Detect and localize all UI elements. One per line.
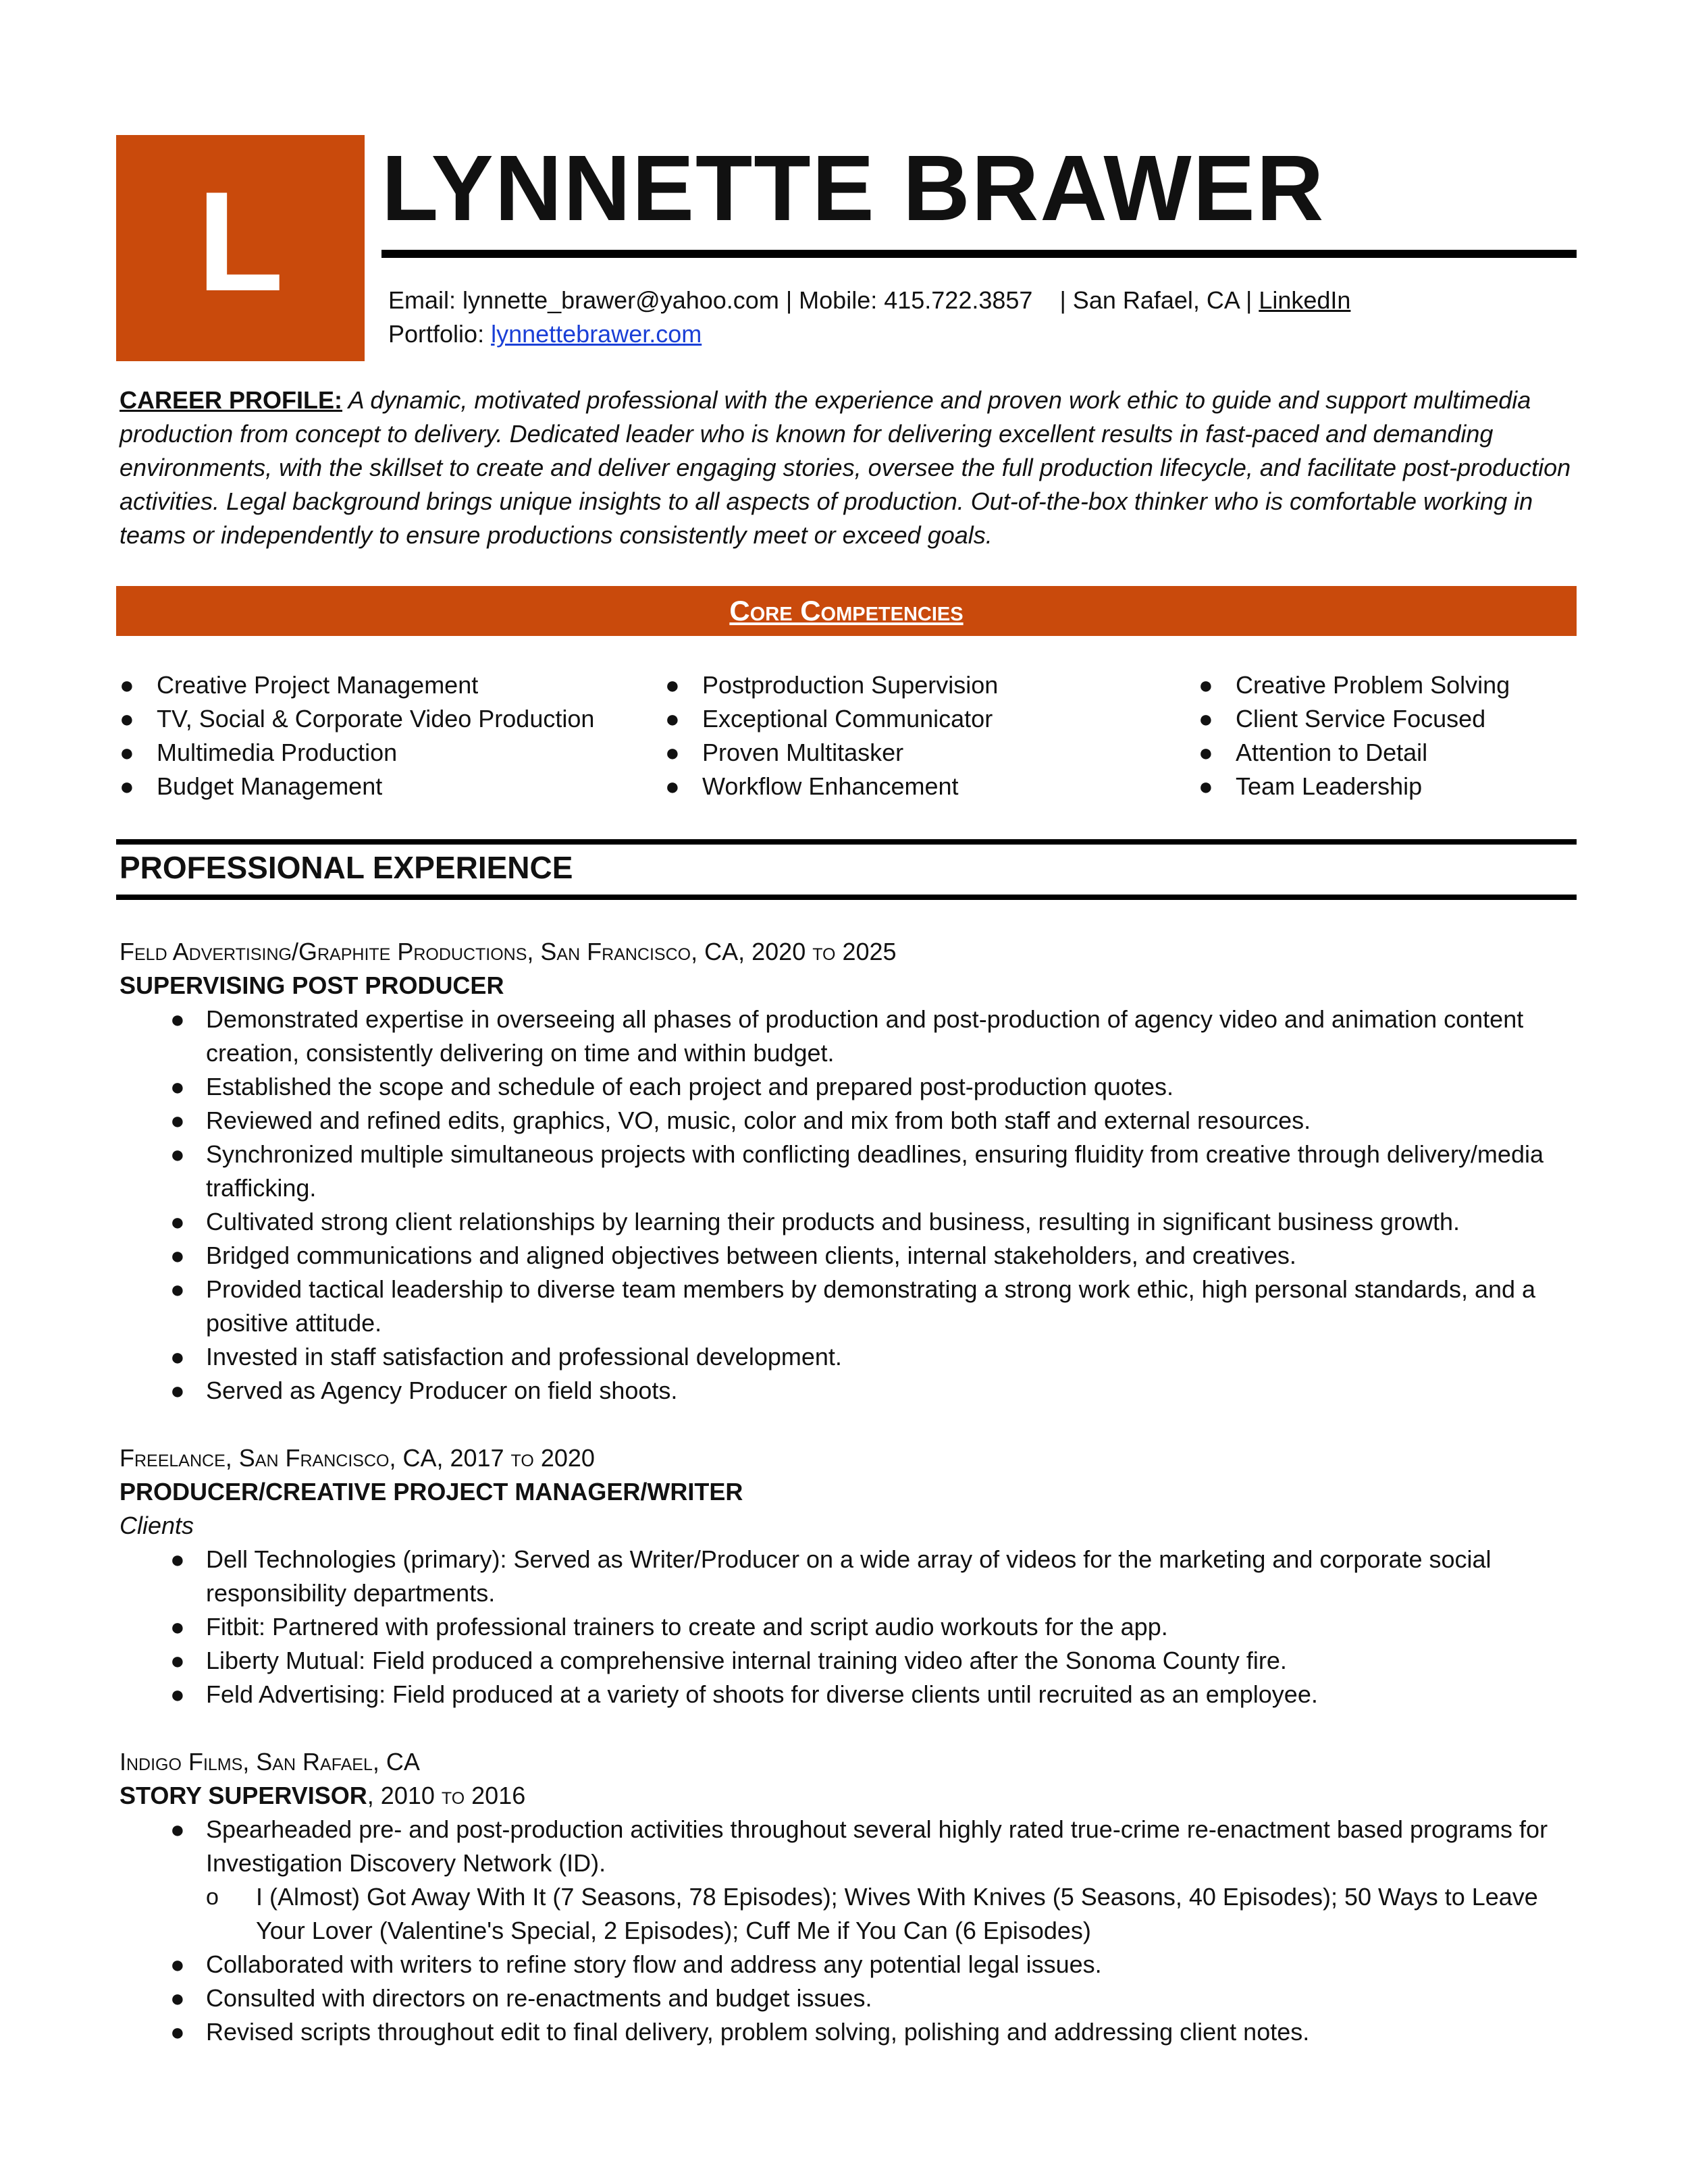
contact-line-1 bbox=[388, 284, 1350, 317]
bullet-icon: ● bbox=[170, 1275, 185, 1303]
bullet-icon: ● bbox=[170, 2018, 185, 2046]
job-bullets bbox=[120, 1543, 1585, 1711]
career-profile-label: CAREER PROFILE: bbox=[120, 386, 343, 414]
bullet-icon: ● bbox=[665, 739, 680, 766]
competency-item: ● Exceptional Communicator bbox=[665, 702, 998, 736]
bullet-icon: ● bbox=[170, 1613, 185, 1641]
competency-item: ● Attention to Detail bbox=[1198, 736, 1510, 770]
core-competencies-banner bbox=[116, 586, 1577, 636]
contact-line-2 bbox=[388, 317, 1350, 351]
job-entry-2 bbox=[120, 1441, 1585, 1711]
list-item: ● Established the scope and schedule of each project and prepared post-production quotes. bbox=[120, 1070, 1585, 1104]
list-item: ● Synchronized multiple simultaneous projects with conflicting deadlines, ensuring fluidity from creative through delivery/media trafficking. bbox=[120, 1138, 1585, 1205]
list-item: ● Liberty Mutual: Field produced a comprehensive internal training video after the Sonoma County fire. bbox=[120, 1644, 1585, 1678]
list-item: ● Served as Agency Producer on field shoots. bbox=[120, 1374, 1585, 1408]
competency-item: ● Team Leadership bbox=[1198, 770, 1510, 803]
list-item: ● Reviewed and refined edits, graphics, VO, music, color and mix from both staff and external resources. bbox=[120, 1104, 1585, 1138]
job-entry-1 bbox=[120, 935, 1585, 1408]
competency-item: ● Multimedia Production bbox=[120, 736, 594, 770]
job-entry-3 bbox=[120, 1745, 1585, 2049]
sub-list-item: o I (Almost) Got Away With It (7 Seasons, 78 Episodes); Wives With Knives (5 Seasons, 40 Episodes); 50 Ways to Leave Your Lover (Valentine's Special, 2 Episodes); Cuff Me if You Can (6 Episodes) bbox=[120, 1880, 1585, 1948]
portfolio-link[interactable]: lynnettebrawer.com bbox=[491, 320, 702, 348]
bullet-icon: ● bbox=[120, 671, 134, 699]
list-item: ● Bridged communications and aligned objectives between clients, internal stakeholders, and creatives. bbox=[120, 1239, 1585, 1273]
job-company: Freelance, San Francisco, CA, 2017 to 2020 bbox=[120, 1444, 595, 1472]
bullet-icon: ● bbox=[170, 1680, 185, 1708]
bullet-icon: ● bbox=[170, 1107, 185, 1134]
career-profile-text: A dynamic, motivated professional with the experience and proven work ethic to guide and support multimedia production from concept to delivery. Dedicated leader who is known for delivering excellent results in fast-paced and demanding environments, with the skillset to create and deliver engaging stories, oversee the full production lifecycle, and facilitate post-production activities. Legal background brings unique insights to all aspects of production. Out-of-the-box thinker who is comfortable working in teams or independently to ensure productions consistently meet or exceed goals. bbox=[120, 386, 1571, 549]
candidate-name: LYNNETTE BRAWER bbox=[381, 136, 1325, 240]
competency-item: ● Client Service Focused bbox=[1198, 702, 1510, 736]
job-bullets bbox=[120, 1813, 1585, 2049]
list-item: ● Revised scripts throughout edit to final delivery, problem solving, polishing and addressing client notes. bbox=[120, 2015, 1585, 2049]
contact-details: Email: lynnette_brawer@yahoo.com | Mobile: 415.722.3857 | San Rafael, CA | bbox=[388, 286, 1259, 314]
section-divider-top bbox=[116, 839, 1577, 845]
list-item: ● Feld Advertising: Field produced at a variety of shoots for diverse clients until recruited as an employee. bbox=[120, 1678, 1585, 1711]
bullet-icon: ● bbox=[665, 671, 680, 699]
portfolio-label: Portfolio: bbox=[388, 320, 492, 348]
bullet-icon: ● bbox=[120, 739, 134, 766]
bullet-icon: ● bbox=[1198, 671, 1213, 699]
name-divider bbox=[381, 250, 1577, 258]
bullet-icon: ● bbox=[170, 1208, 185, 1235]
monogram-letter: L bbox=[196, 161, 284, 321]
bullet-icon: ● bbox=[170, 1343, 185, 1370]
competency-item: ● Creative Problem Solving bbox=[1198, 668, 1510, 702]
bullet-icon: ● bbox=[170, 1377, 185, 1404]
job-company: Indigo Films, San Rafael, CA bbox=[120, 1748, 420, 1776]
job-subheading: Clients bbox=[120, 1512, 194, 1539]
bullet-icon: ● bbox=[170, 1242, 185, 1269]
bullet-icon: ● bbox=[170, 1950, 185, 1978]
core-competencies-title: Core Competencies bbox=[729, 595, 964, 627]
job-role: PRODUCER/CREATIVE PROJECT MANAGER/WRITER bbox=[120, 1478, 743, 1506]
list-item: ● Consulted with directors on re-enactments and budget issues. bbox=[120, 1981, 1585, 2015]
bullet-icon: ● bbox=[120, 705, 134, 733]
list-item: ● Dell Technologies (primary): Served as Writer/Producer on a wide array of videos for the marketing and corporate social responsibility departments. bbox=[120, 1543, 1585, 1610]
competencies-column-1 bbox=[120, 668, 594, 803]
competency-item: ● TV, Social & Corporate Video Production bbox=[120, 702, 594, 736]
contact-info bbox=[388, 284, 1350, 351]
monogram-logo bbox=[116, 135, 365, 361]
bullet-icon: ● bbox=[1198, 772, 1213, 800]
list-item: ● Demonstrated expertise in overseeing all phases of production and post-production of agency video and animation content creation, consistently delivering on time and within budget. bbox=[120, 1003, 1585, 1070]
bullet-icon: ● bbox=[170, 1984, 185, 2012]
competency-item: ● Budget Management bbox=[120, 770, 594, 803]
list-item: ● Invested in staff satisfaction and professional development. bbox=[120, 1340, 1585, 1374]
job-role: STORY SUPERVISOR bbox=[120, 1782, 367, 1809]
list-item: ● Spearheaded pre- and post-production activities throughout several highly rated true-crime re-enactment based programs for Investigation Discovery Network (ID). bbox=[120, 1813, 1585, 1880]
competency-item: ● Postproduction Supervision bbox=[665, 668, 998, 702]
linkedin-link[interactable]: LinkedIn bbox=[1259, 286, 1351, 314]
bullet-icon: ● bbox=[1198, 739, 1213, 766]
bullet-icon: ● bbox=[170, 1647, 185, 1674]
competencies-column-3 bbox=[1198, 668, 1510, 803]
job-role-line bbox=[120, 1779, 1585, 1813]
competencies-column-2 bbox=[665, 668, 998, 803]
list-item: ● Provided tactical leadership to diverse team members by demonstrating a strong work ethic, high personal standards, and a positive attitude. bbox=[120, 1273, 1585, 1340]
bullet-icon: ● bbox=[170, 1073, 185, 1100]
job-bullets bbox=[120, 1003, 1585, 1408]
job-dates: , 2010 to 2016 bbox=[367, 1782, 526, 1809]
competency-item: ● Creative Project Management bbox=[120, 668, 594, 702]
list-item: ● Cultivated strong client relationships by learning their products and business, resulting in significant business growth. bbox=[120, 1205, 1585, 1239]
list-item: ● Collaborated with writers to refine story flow and address any potential legal issues. bbox=[120, 1948, 1585, 1981]
career-profile bbox=[120, 383, 1578, 552]
job-company: Feld Advertising/Graphite Productions, San Francisco, CA, 2020 to 2025 bbox=[120, 938, 897, 965]
bullet-icon: ● bbox=[665, 772, 680, 800]
bullet-icon: ● bbox=[170, 1545, 185, 1573]
job-role: SUPERVISING POST PRODUCER bbox=[120, 971, 504, 999]
section-divider-bottom bbox=[116, 895, 1577, 900]
list-item: ● Fitbit: Partnered with professional trainers to create and script audio workouts for the app. bbox=[120, 1610, 1585, 1644]
bullet-icon: ● bbox=[170, 1140, 185, 1168]
bullet-icon: ● bbox=[665, 705, 680, 733]
bullet-icon: ● bbox=[170, 1815, 185, 1843]
bullet-icon: ● bbox=[120, 772, 134, 800]
competency-item: ● Workflow Enhancement bbox=[665, 770, 998, 803]
bullet-icon: ● bbox=[170, 1005, 185, 1033]
bullet-icon: ● bbox=[1198, 705, 1213, 733]
competency-item: ● Proven Multitasker bbox=[665, 736, 998, 770]
hollow-bullet-icon: o bbox=[206, 1884, 219, 1910]
experience-section-title: PROFESSIONAL EXPERIENCE bbox=[120, 850, 573, 885]
